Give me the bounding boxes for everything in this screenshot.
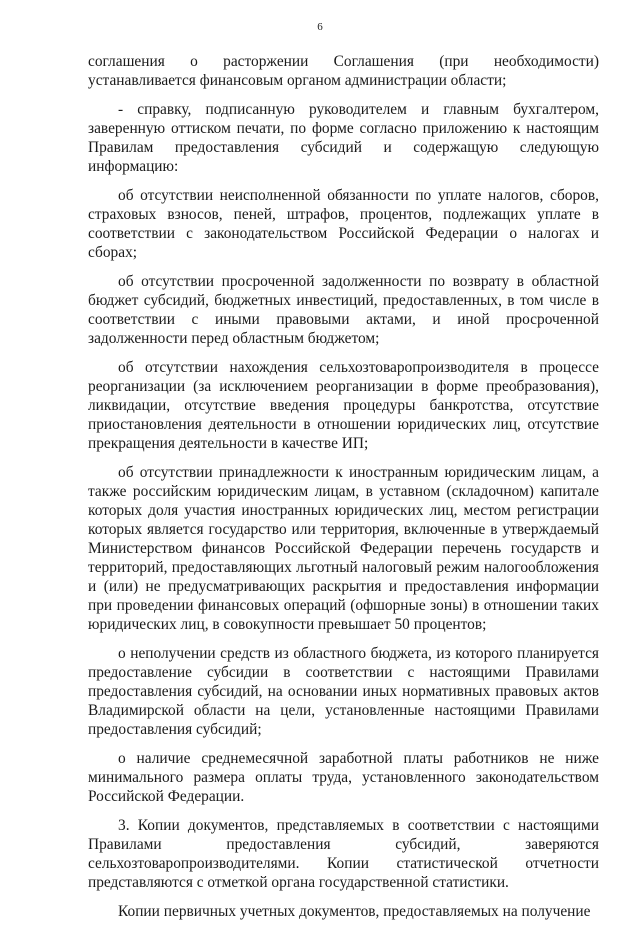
paragraph-no-other-funding: о неполучении средств из областного бюджета, из которого планируется предоставление субсидии в соответствии с настоящими Правилами предоставления субсидий, на основании иных нормативных правовых актов Владимирской области на цели, установленные настоящими Правилами предоставления субсидий;: [88, 645, 599, 738]
paragraph-primary-documents: Копии первичных учетных документов, предоставляемых на получение: [118, 903, 591, 920]
page-number: 6: [317, 21, 323, 33]
paragraph-agreement-termination: соглашения о расторжении Соглашения (при необходимости) устанавливается финансовым органом администрации области;: [88, 53, 599, 89]
paragraph-no-overdue-debt: об отсутствии просроченной задолженности по возврату в областной бюджет субсидий, бюджетных инвестиций, предоставленных, в том числе в соответствии с иными правовыми актами, и иной просроченной задолженности перед областным бюджетом;: [88, 273, 599, 347]
paragraph-no-foreign-ownership: об отсутствии принадлежности к иностранным юридическим лицам, а также российским юридическим лицам, в уставном (складочном) капитале которых доля участия иностранных юридических лиц, местом регистрации которых является государство или территория, включенные в утверждаемый Министерством финансов Российской Федерации перечень государств и территорий, предоставляющих льготный налоговый режим налогообложения и (или) не предусматривающих раскрытия и предоставления информации при проведении финансовых операций (офшорные зоны) в отношении таких юридических лиц, в совокупности превышает 50 процентов;: [88, 464, 599, 633]
paragraph-document-copies: 3. Копии документов, представляемых в соответствии с настоящими Правилами предоставления субсидий, заверяются сельхозтоваропроизводителями. Копии статистической отчетности представляются с отметкой органа государственной статистики.: [88, 817, 599, 891]
document-body: [88, 52, 599, 931]
paragraph-minimum-wage: о наличие среднемесячной заработной платы работников не ниже минимального размера оплаты труда, установленного законодательством Российской Федерации.: [88, 750, 599, 805]
paragraph-no-reorganization: об отсутствии нахождения сельхозтоваропроизводителя в процессе реорганизации (за исключением реорганизации в форме преобразования), ликвидации, отсутствие введения процедуры банкротства, отсутствие приостановления деятельности в отношении юридических лиц, отсутствие прекращения деятельности в качестве ИП;: [88, 359, 599, 452]
paragraph-certificate: - справку, подписанную руководителем и главным бухгалтером, заверенную оттиском печати, по форме согласно приложению к настоящим Правилам предоставления субсидий и содержащую следующую информацию:: [88, 101, 599, 175]
paragraph-no-tax-arrears: об отсутствии неисполненной обязанности по уплате налогов, сборов, страховых взносов, пеней, штрафов, процентов, подлежащих уплате в соответствии с законодательством Российской Федерации о налогах и сборах;: [88, 187, 599, 261]
